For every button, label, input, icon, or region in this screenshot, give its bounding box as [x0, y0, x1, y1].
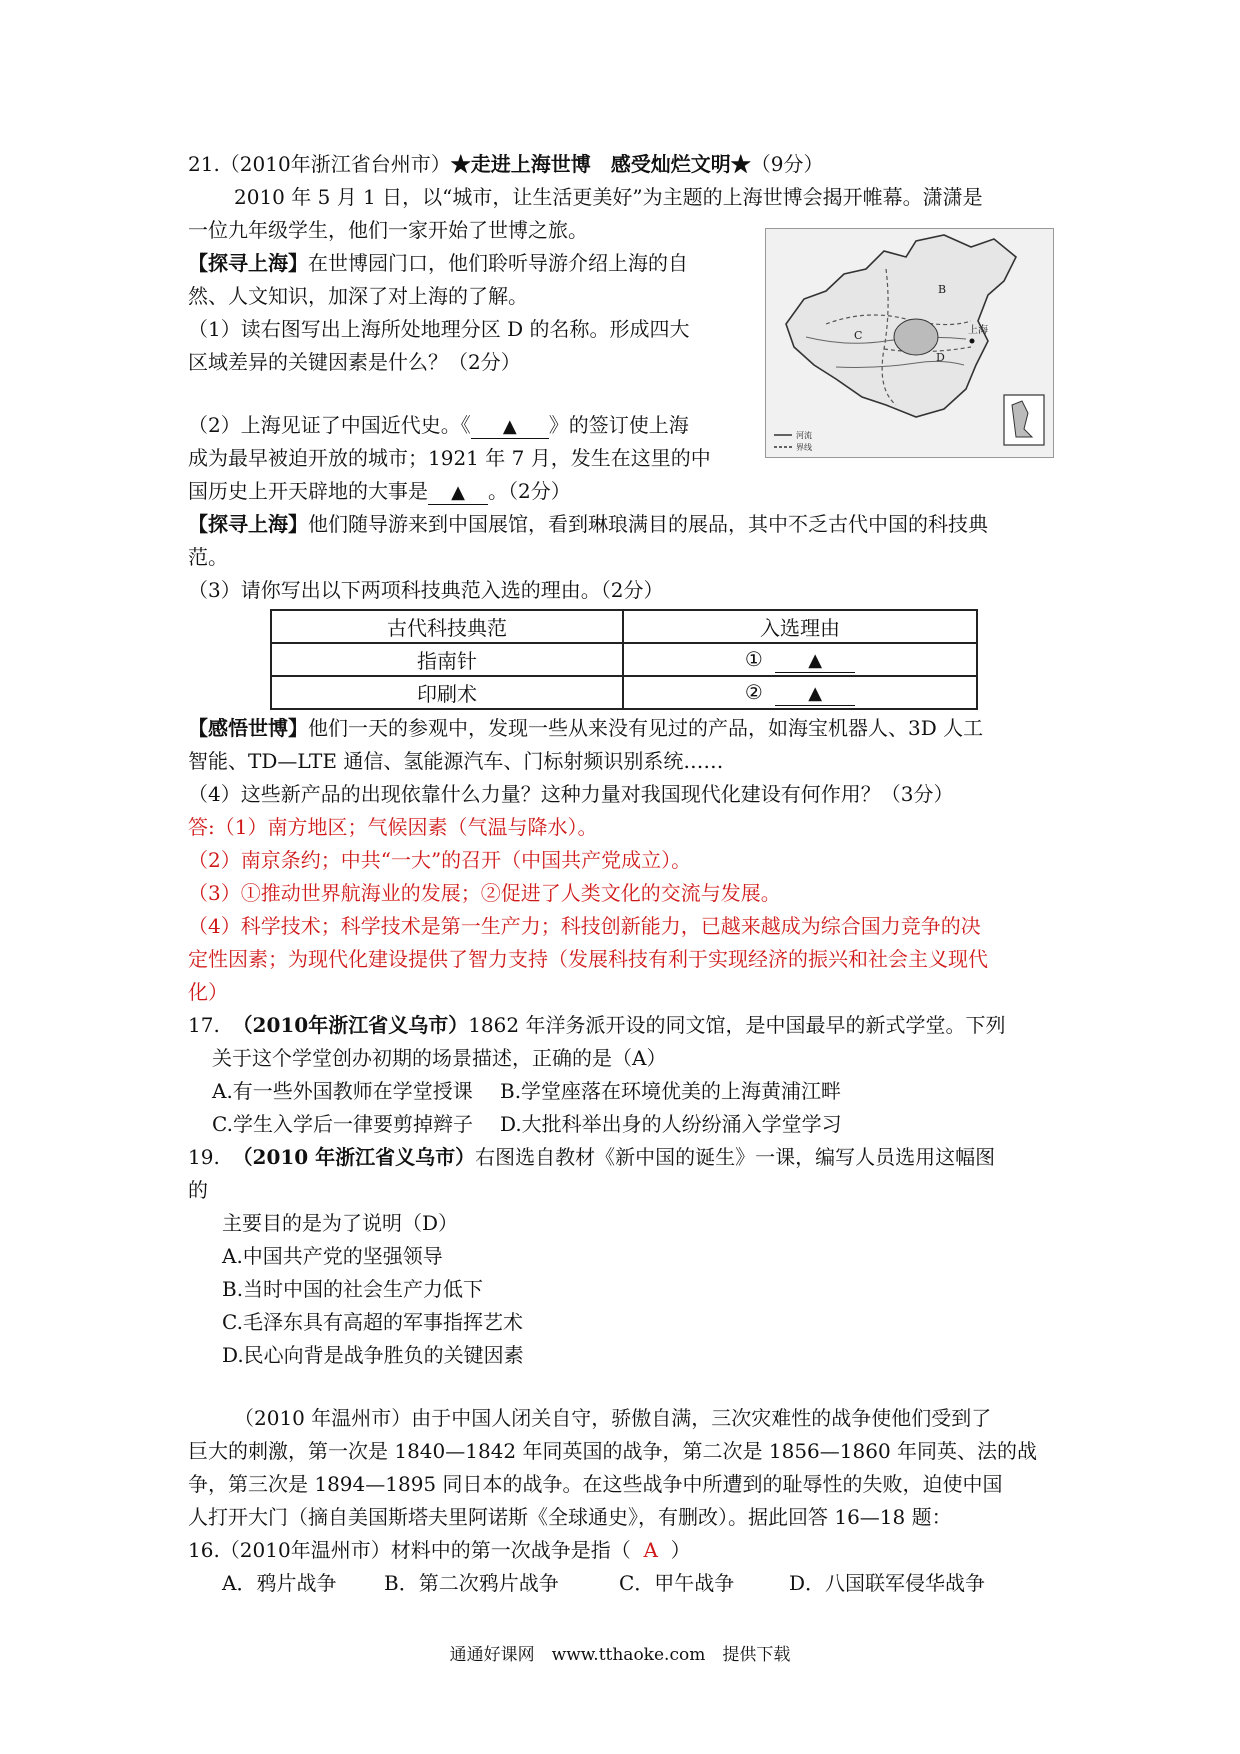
q19-stem-2: 的	[188, 1178, 208, 1202]
question-text: 16.（2010年温州市）材料中的第一次战争是指（	[188, 1538, 631, 1562]
circled-number: ①	[744, 646, 763, 671]
q21-section-3-line-2: 智能、TD—LTE 通信、氢能源汽车、门标射频识别系统……	[188, 749, 724, 773]
question-number: 17.	[188, 1013, 220, 1037]
map-legend-boundary: 界线	[796, 443, 812, 452]
q16-options	[188, 1567, 1063, 1600]
option-d: D．八国联军侵华战争	[789, 1571, 986, 1595]
q2-text-a: （2）上海见证了中国近代史。《	[188, 413, 471, 437]
answer-blank: ▲	[775, 650, 855, 673]
section-tag: 【探寻上海】	[188, 512, 308, 536]
q21-score: （9分）	[750, 152, 824, 176]
question-text: 1862 年洋务派开设的同文馆，是中国最早的新式学堂。下列	[468, 1013, 1006, 1037]
section-tag: 【探寻上海】	[188, 251, 308, 275]
q21-q2-line-2: 成为最早被迫开放的城市；1921 年 7 月，发生在这里的中	[188, 446, 711, 470]
q21-q1-line-1: （1）读右图写出上海所处地理分区 D 的名称。形成四大	[188, 317, 690, 341]
q21-section-2-line-2: 范。	[188, 545, 228, 569]
passage-line-4: 人打开大门（摘自美国斯塔夫里阿诺斯《全球通史》，有删改）。据此回答 16—18 题：	[188, 1505, 952, 1529]
answer-space	[188, 379, 1063, 409]
table-header-row	[271, 610, 977, 643]
q21-q4: （4）这些新产品的出现依靠什么力量？这种力量对我国现代化建设有何作用？（3分）	[188, 782, 954, 806]
option-b: B．第二次鸦片战争	[384, 1571, 559, 1595]
tech-table	[270, 609, 978, 710]
answer-line: 化）	[188, 980, 228, 1004]
q2-text-c: 国历史上开天辟地的大事是	[188, 479, 428, 503]
table-header: 古代科技典范	[271, 610, 623, 643]
q21-title-bold: ★走进上海世博 感受灿烂文明★	[450, 152, 751, 176]
option-a: A.有一些外国教师在学堂授课	[212, 1079, 473, 1103]
q19-option-d: D.民心向背是战争胜负的关键因素	[222, 1343, 524, 1367]
map-legend-river: 河流	[796, 431, 812, 440]
passage-line-3: 争，第三次是 1894—1895 同日本的战争。在这些战争中所遭到的耻辱性的失败，迫使中国	[188, 1472, 1003, 1496]
svg-text:D: D	[936, 351, 945, 364]
passage-line-2: 巨大的刺激，第一次是 1840—1842 年同英国的战争，第二次是 1856—1860 年同英、法的战	[188, 1439, 1038, 1463]
answer-blank: ▲	[471, 416, 549, 439]
table-header: 入选理由	[623, 610, 977, 643]
svg-text:C: C	[854, 329, 863, 342]
table-cell-reason	[623, 643, 977, 676]
section-text: 他们随导游来到中国展馆，看到琳琅满目的展品，其中不乏古代中国的科技典	[308, 512, 988, 536]
passage-line-1: （2010 年温州市）由于中国人闭关自守，骄傲自满，三次灾难性的战争使他们受到了	[234, 1406, 992, 1430]
circled-number: ②	[744, 679, 763, 704]
q21-section-1-line-1	[188, 247, 1063, 280]
table-cell-reason	[623, 676, 977, 709]
q21-intro-2: 一位九年级学生，他们一家开始了世博之旅。	[188, 218, 588, 242]
question-text: 右图选自教材《新中国的诞生》一课，编写人员选用这幅图	[475, 1145, 996, 1169]
option-c: C．甲午战争	[619, 1571, 735, 1595]
table-cell-item: 指南针	[271, 643, 623, 676]
q21-q1-line-2: 区域差异的关键因素是什么？（2分）	[188, 350, 521, 374]
table-cell-item: 印刷术	[271, 676, 623, 709]
q21-q2-line-1	[188, 409, 1063, 442]
q21-q2-line-3	[188, 475, 1063, 508]
section-text: 他们一天的参观中，发现一些从来没有见过的产品，如海宝机器人、3D 人工	[308, 716, 984, 740]
option-a: A．鸦片战争	[222, 1571, 337, 1595]
question-source: （2010 年浙江省义乌市）	[232, 1145, 476, 1169]
q19-option-b: B.当时中国的社会生产力低下	[222, 1277, 484, 1301]
map-label-shanghai: 上海	[968, 325, 988, 336]
answer-line: 定性因素；为现代化建设提供了智力支持（发展科技有利于实现经济的振兴和社会主义现代	[188, 947, 988, 971]
q19-option-a: A.中国共产党的坚强领导	[222, 1244, 443, 1268]
q21-section-1-line-2: 然、人文知识，加深了对上海的了解。	[188, 284, 528, 308]
option-c: C.学生入学后一律要剪掉辫子	[212, 1112, 473, 1136]
table-row	[271, 643, 977, 676]
answer-line: （2）南京条约；中共“一大”的召开（中国共产党成立）。	[188, 848, 692, 872]
answer-blank: ▲	[775, 683, 855, 706]
page-footer: 通通好课网 www.tthaoke.com 提供下载	[449, 1645, 791, 1665]
q16-stem	[188, 1534, 1063, 1567]
answer-blank: ▲	[428, 482, 488, 505]
page-content	[188, 148, 1063, 1600]
svg-text:B: B	[938, 283, 947, 296]
option-d: D.大批科举出身的人纷纷涌入学堂学习	[500, 1112, 842, 1136]
q21-intro-1: 2010 年 5 月 1 日，以“城市，让生活更美好”为主题的上海世博会揭开帷幕。潇潇是	[234, 185, 983, 209]
section-text: 在世博园门口，他们聆听导游介绍上海的自	[308, 251, 688, 275]
answer-letter: A	[643, 1538, 658, 1562]
question-text-end: ）	[670, 1538, 691, 1562]
table-row	[271, 676, 977, 709]
answer-line: （4）科学技术；科学技术是第一生产力；科技创新能力，已越来越成为综合国力竞争的决	[188, 914, 981, 938]
q21-title	[188, 148, 1063, 181]
option-b: B.学堂座落在环境优美的上海黄浦江畔	[500, 1079, 842, 1103]
question-source: （2010年浙江省义乌市）	[232, 1013, 469, 1037]
q17-options-row-1	[188, 1075, 1063, 1108]
q19-stem-1	[188, 1141, 1063, 1174]
q17-options-row-2	[188, 1108, 1063, 1141]
q2-text-b: 》的签订使上海	[548, 413, 689, 437]
q17-stem-2: 关于这个学堂创办初期的场景描述，正确的是（A）	[212, 1046, 667, 1070]
section-tag: 【感悟世博】	[188, 716, 308, 740]
q2-text-d: 。（2分）	[488, 479, 571, 503]
answer-line: 答:（1）南方地区；气候因素（气温与降水）。	[188, 815, 598, 839]
spacer	[188, 1372, 1063, 1402]
q21-section-2-line-1	[188, 508, 1063, 541]
q19-stem-3: 主要目的是为了说明（D）	[222, 1211, 459, 1235]
question-number: 19.	[188, 1145, 220, 1169]
q21-header: 21.（2010年浙江省台州市）	[188, 152, 451, 176]
q19-option-c: C.毛泽东具有高超的军事指挥艺术	[222, 1310, 523, 1334]
q21-q3: （3）请你写出以下两项科技典范入选的理由。（2分）	[188, 578, 664, 602]
q17-stem-1	[188, 1009, 1063, 1042]
q21-section-3-line-1	[188, 712, 1063, 745]
answer-line: （3）①推动世界航海业的发展；②促进了人类文化的交流与发展。	[188, 881, 781, 905]
